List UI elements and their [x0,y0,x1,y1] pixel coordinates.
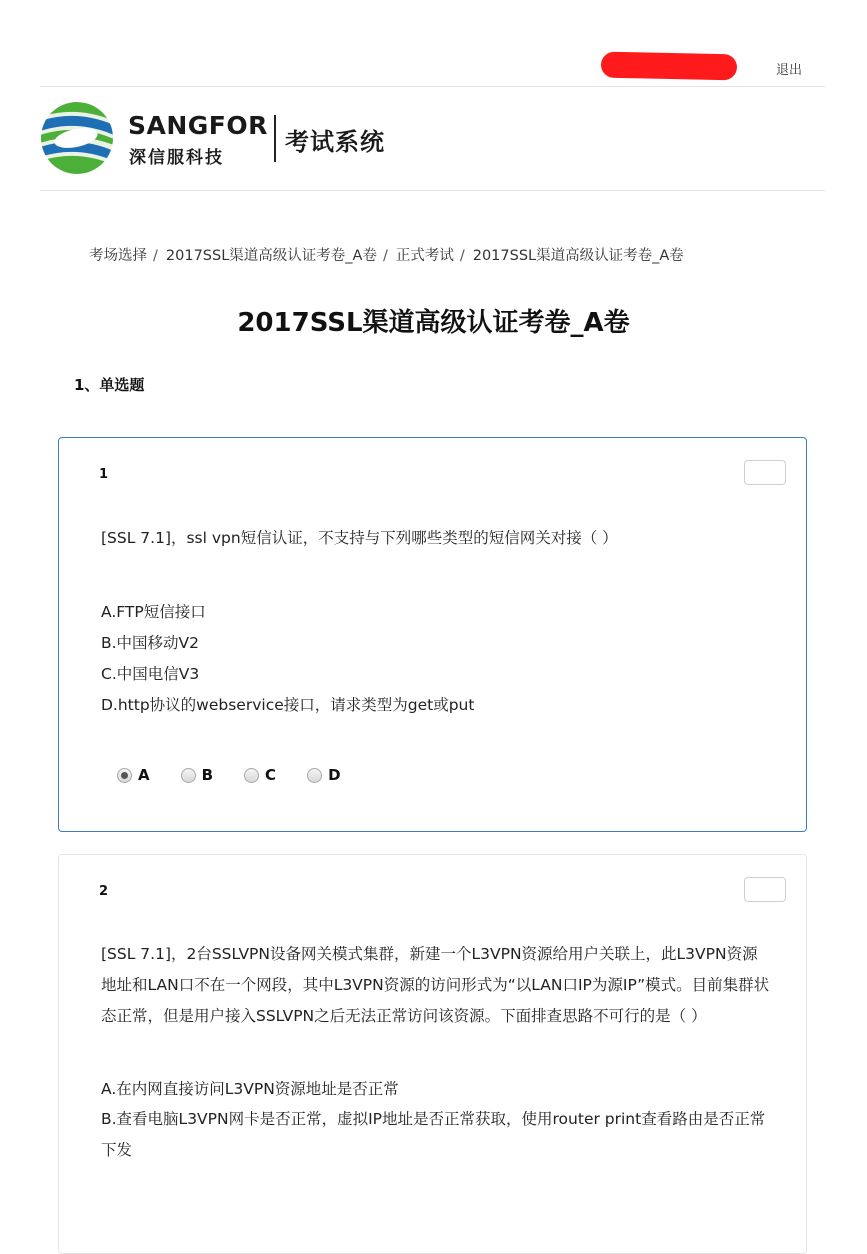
brand-divider [274,115,276,162]
brand-name-cn: 深信服科技 [129,148,224,168]
question-text: [SSL 7.1]，ssl vpn短信认证，不支持与下列哪些类型的短信网关对接（ ） [101,529,618,547]
radio-button[interactable] [181,768,196,783]
sangfor-logo-icon [40,101,114,175]
brand-name-en: SANGFOR [128,111,268,140]
section-title: 1、单选题 [74,376,145,394]
answer-label: C [265,766,277,784]
breadcrumb-exam-select[interactable]: 考场选择 [89,248,147,264]
answer-label: A [138,766,150,784]
option-a: A.在内网直接访问L3VPN资源地址是否正常 [101,1080,399,1098]
redacted-username [601,52,738,81]
logout-link[interactable]: 退出 [776,63,803,78]
answer-a-radio[interactable] [117,766,150,784]
option-c: C.中国电信V3 [101,665,200,683]
question-card [58,437,807,832]
answer-radio-group [117,766,372,784]
option-d: D.http协议的webservice接口，请求类型为get或put [101,696,475,714]
question-flag-box[interactable] [744,460,786,485]
breadcrumb-exam-paper[interactable]: 2017SSL渠道高级认证考卷_A卷 [165,248,377,264]
question-number: 1 [99,467,109,482]
exam-title: 2017SSL渠道高级认证考卷_A卷 [237,308,630,338]
answer-label: B [201,766,214,784]
answer-c-radio[interactable] [244,766,276,784]
breadcrumb-separator: / [459,248,465,264]
answer-d-radio[interactable] [307,766,340,784]
top-bar [40,0,825,87]
answer-b-radio[interactable] [181,766,213,784]
option-a: A.FTP短信接口 [101,603,206,621]
breadcrumb-separator: / [382,248,388,264]
breadcrumb-separator: / [153,248,158,264]
breadcrumb-formal-exam[interactable]: 正式考试 [395,248,454,264]
option-b: B.查看电脑L3VPN网卡是否正常，虚拟IP地址是否正常获取，使用router print查看路由是否正常下发 [101,1110,766,1159]
option-b: B.中国移动V2 [101,634,200,652]
breadcrumb-current: 2017SSL渠道高级认证考卷_A卷 [472,248,684,264]
answer-label: D [328,766,341,784]
question-flag-box[interactable] [744,877,786,902]
radio-button[interactable] [244,768,259,783]
question-card [58,854,807,1254]
system-title: 考试系统 [285,128,385,156]
radio-button-checked[interactable] [117,768,132,783]
question-number: 2 [99,884,109,899]
question-text: [SSL 7.1]，2台SSLVPN设备网关模式集群，新建一个L3VPN资源给用户关联上，此L3VPN资源地址和LAN口不在一个网段，其中L3VPN资源的访问形式为“以LAN口IP为源IP”模式。目前集群状态正常，但是用户接入SSLVPN之后无法正常访问该资源。下面排查思路不可行的是（ ） [101,945,770,1025]
radio-button[interactable] [307,768,322,783]
site-header [40,87,825,191]
breadcrumb [89,244,684,265]
